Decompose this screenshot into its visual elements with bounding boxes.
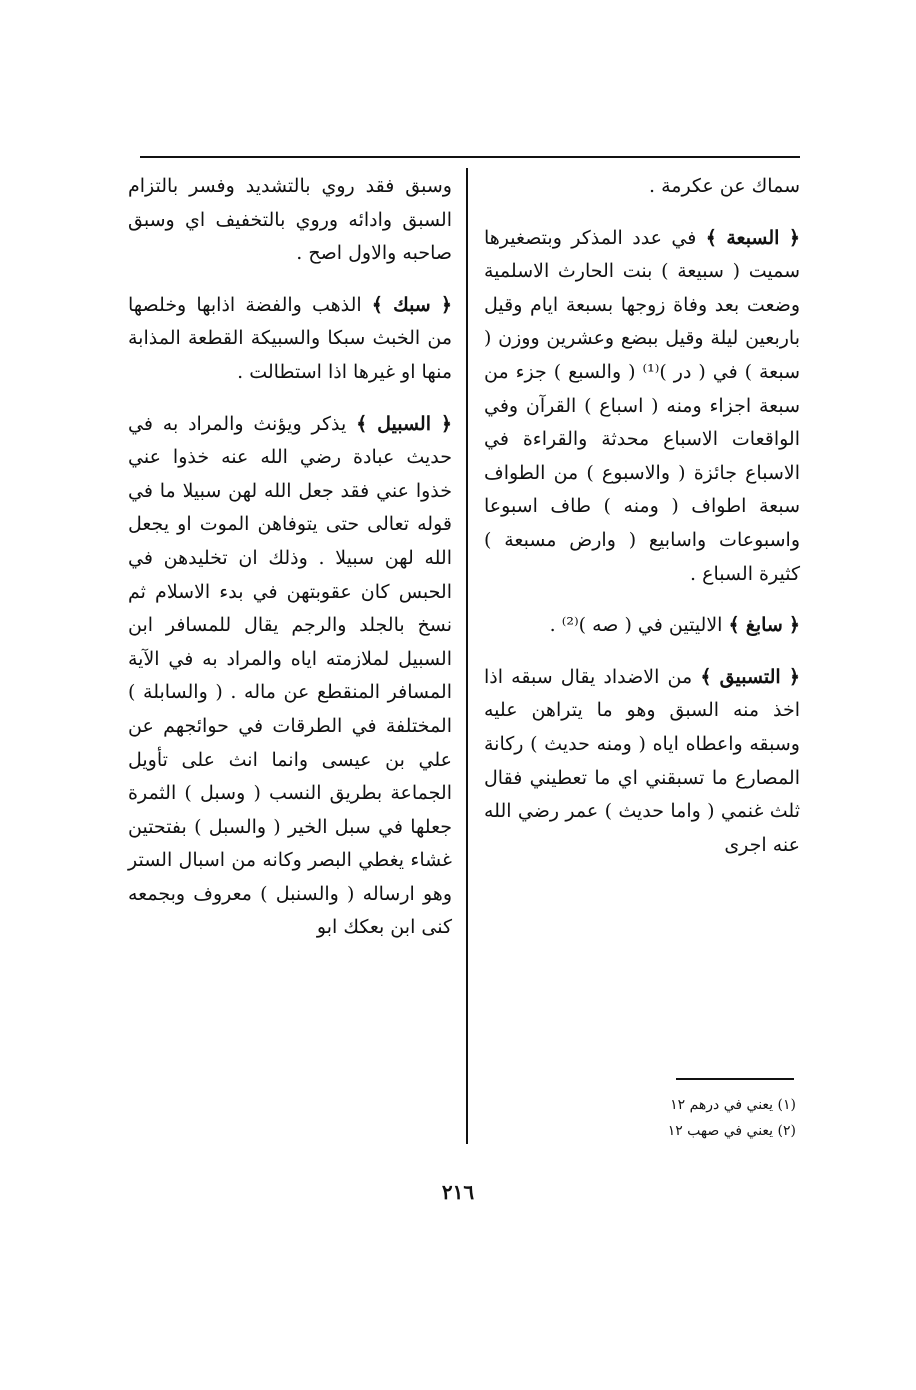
close-bracket: ﴾: [728, 614, 740, 637]
top-rule: [140, 156, 800, 158]
entry-headword: التسبيق: [719, 665, 781, 688]
footnote-rule: [676, 1078, 794, 1080]
entry-continuation-right: [484, 170, 800, 204]
footnote-2: (٢) يعني في صهب ١٢: [667, 1123, 796, 1139]
entry-sabk: [128, 289, 452, 390]
entry-text: وسبق فقد روي بالتشديد وفسر بالتزام السبق وادائه وروي بالتخفيف اي وسبق صاحبه والاول اصح .: [128, 175, 452, 265]
entry-tasbiq: [484, 661, 800, 863]
close-bracket: ﴾: [356, 412, 368, 435]
footnotes: [560, 1092, 796, 1144]
entry-text: الاليتين في ( صه )⁽²⁾ .: [549, 614, 723, 637]
entry-headword: السبعة: [726, 226, 780, 249]
column-divider: [466, 168, 468, 1144]
entry-text: من الاضداد يقال سبقه اذا اخذ منه السبق وهو ما يتراهن عليه وسبقه واعطاه اياه ( ومنه حديث ) ركانة المصارع ما تسبقني اي ما تعطيني فقال ثلث غنمي ( واما حديث ) عمر رضي الله عنه اجرى: [484, 665, 800, 856]
entry-sabigh: [484, 609, 800, 643]
entry-headword: السبيل: [377, 412, 431, 435]
close-bracket: ﴾: [700, 665, 712, 688]
entry-text: يذكر ويؤنث والمراد به في حديث عبادة رضي الله عنه خذوا عني خذوا عني فقد جعل الله لهن سبيلا ما في قوله تعالى حتى يتوفاهن الموت او يجعل الله لهن سبيلا . وذلك ان تخليدهن في الحبس كان عقوبتهن في بدء الاسلام ثم نسخ بالجلد والرجم يقال للمسافر ابن السبيل لملازمته اياه والمراد به في الآية المسافر المنقطع عن ماله . ( والسابلة ) المختلفة في الطرقات في حوائجهم عن علي بن عيسى وانما انث على تأويل الجماعة بطريق النسب ( وسبل ) الثمرة جعلها في سبل الخير ( والسبل ) بفتحتين غشاء يغطي البصر وكانه من اسبال الستر وهو ارساله ( والسنبل ) معروف وبجمعه كنى ابن بعكك ابو: [128, 412, 452, 939]
open-bracket: ﴿: [788, 614, 800, 637]
entry-continuation-left: [128, 170, 452, 271]
entry-sabil: [128, 408, 452, 946]
left-column: [128, 170, 452, 963]
page-number: ٢١٦: [441, 1180, 475, 1204]
entry-text: في عدد المذكر وبتصغيرها سميت ( سبيعة ) بنت الحارث الاسلمية وضعت بعد وفاة زوجها بسبعة ايام وقيل باربعين ليلة وقيل ببضع وعشرين ووزن ( سبعة ) في ( در )⁽¹⁾ ( والسبع ) جزء من سبعة اجزاء ومنه ( اسباع ) القرآن وفي الواقعات الاسباع محدثة والقراءة في الاسباع جائزة ( والاسبوع ) من الطواف سبعة اطواف ( ومنه ) طاف اسبوعا واسبوعات واسابيع ( وارض مسبعة ) كثيرة السباع .: [484, 226, 800, 585]
open-bracket: ﴿: [788, 226, 801, 249]
entry-headword: سابغ: [745, 614, 783, 637]
entry-text: الذهب والفضة اذابها وخلصها من الخبث سبكا والسبيكة القطعة المذابة منها او غيرها اذا استطالت .: [128, 293, 452, 383]
right-column: [484, 170, 800, 880]
open-bracket: ﴿: [440, 293, 452, 316]
close-bracket: ﴾: [705, 226, 717, 249]
entry-headword: سبك: [393, 293, 431, 316]
footnote-1: (١) يعني في درهم ١٢: [670, 1097, 796, 1113]
close-bracket: ﴾: [371, 293, 383, 316]
entry-sabaa: [484, 222, 800, 592]
open-bracket: ﴿: [788, 665, 800, 688]
entry-text: سماك عن عكرمة .: [649, 175, 800, 197]
open-bracket: ﴿: [440, 412, 452, 435]
